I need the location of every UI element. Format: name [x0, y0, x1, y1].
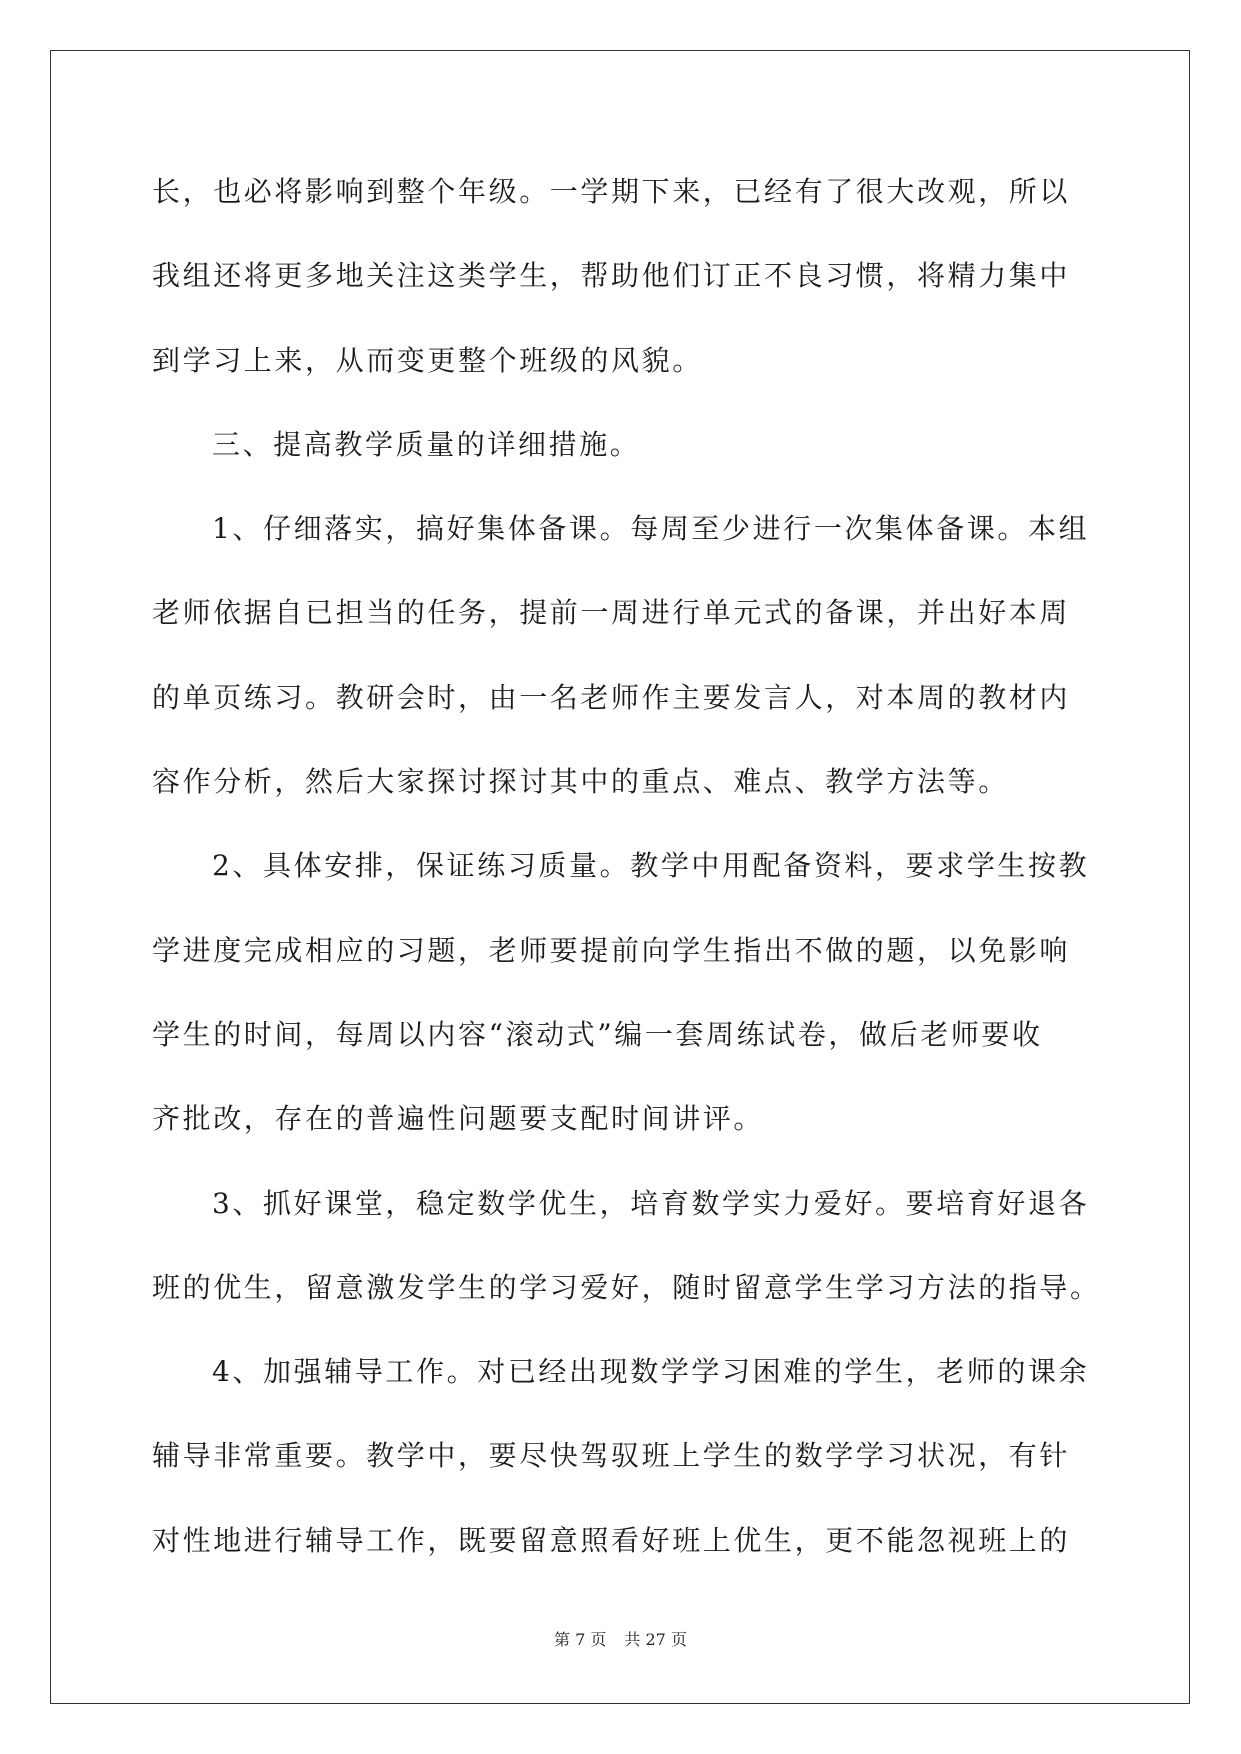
section-heading: 三、提高教学质量的详细措施。	[212, 427, 641, 461]
text-line: 学生的时间，每周以内容“滚动式”编一套周练试卷，做后老师要收	[152, 1017, 1043, 1051]
text-line: 老师依据自已担当的任务，提前一周进行单元式的备课，并出好本周	[152, 596, 1071, 630]
text-line: 辅导非常重要。教学中，要尽快驾驭班上学生的数学学习状况，有针	[152, 1439, 1071, 1473]
page-total: 共 27 页	[624, 1630, 687, 1649]
text-line: 的单页练习。教研会时，由一名老师作主要发言人，对本周的教材内	[152, 680, 1071, 714]
page-footer	[0, 1627, 1241, 1650]
text-line: 容作分析，然后大家探讨探讨其中的重点、难点、教学方法等。	[152, 765, 1009, 799]
text-line: 到学习上来，从而变更整个班级的风貌。	[152, 343, 703, 377]
text-line: 齐批改，存在的普遍性问题要支配时间讲评。	[152, 1102, 765, 1136]
text-line: 班的优生，留意激发学生的学习爱好，随时留意学生学习方法的指导。	[152, 1270, 1101, 1304]
text-line: 3、抓好课堂，稳定数学优生，培育数学实力爱好。要培育好退各	[212, 1186, 1090, 1220]
text-line: 长，也必将影响到整个年级。一学期下来，已经有了很大改观，所以	[152, 175, 1071, 208]
text-line: 我组还将更多地关注这类学生，帮助他们订正不良习惯，将精力集中	[152, 259, 1071, 293]
page-number: 第 7 页	[554, 1630, 607, 1649]
document-body	[152, 162, 1101, 1595]
text-line: 2、具体安排，保证练习质量。教学中用配备资料，要求学生按教	[212, 849, 1090, 883]
text-line: 1、仔细落实，搞好集体备课。每周至少进行一次集体备课。本组	[212, 512, 1090, 546]
text-line: 4、加强辅导工作。对已经出现数学学习困难的学生，老师的课余	[212, 1355, 1090, 1389]
text-line: 学进度完成相应的习题，老师要提前向学生指出不做的题，以免影响	[152, 933, 1071, 967]
text-line: 对性地进行辅导工作，既要留意照看好班上优生，更不能忽视班上的	[152, 1523, 1071, 1557]
